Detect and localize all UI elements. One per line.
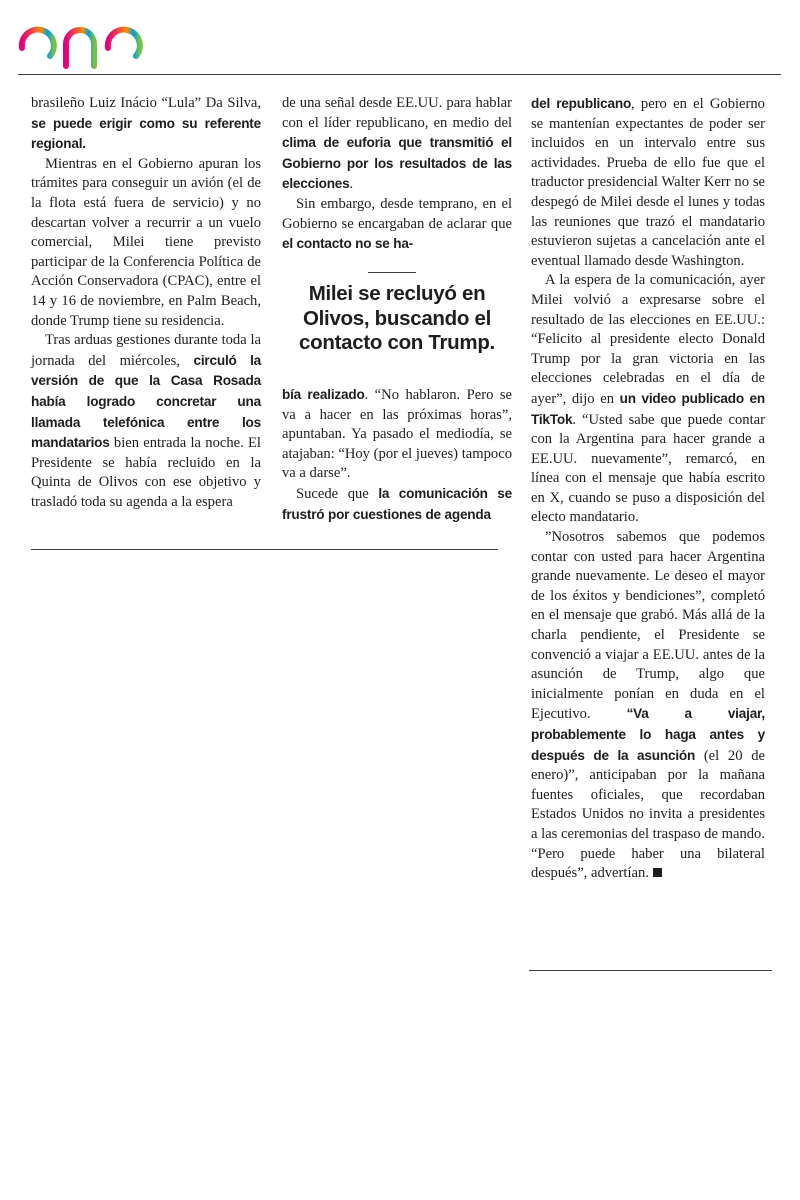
paragraph: ”Nosotros sabemos que podemos contar con usted para hacer Argentina grande nuevamente. Le deseo el mayor de los éxitos y bendiciones”, completó en el mensaje que grabó. Más allá de la charla pendiente, el Presidente se convenció a viajar a EE.UU. antes de la asunción de Trump, algo que inicialmente ponían en duda en el Ejecutivo. “Va a viajar, probablemente lo haga antes y después de la asunción (el 20 de enero)”, anticipaban por la mañana fuentes oficiales, que recordaban Estados Unidos no invita a presidentes a las ceremonias del traspaso de mando. “Pero puede haber una bilateral después”, advertían. xyxy=(531,529,765,882)
section-rule xyxy=(31,549,498,550)
end-of-article-icon xyxy=(653,868,662,877)
paragraph: Sucede que la comunicación se frustró por cuestiones de agenda xyxy=(282,485,513,522)
column-1 xyxy=(31,94,261,512)
pullquote: Milei se recluyó en Olivos, buscando el contacto con Trump. xyxy=(299,282,495,354)
paragraph: Mientras en el Gobierno apuran los trámites para conseguir un avión (el de la flota está fuera de servicio) y no descartan volver a recurrir a un vuelo comercial, Milei tiene previsto participar de la Conferencia Política de Acción Conservadora (CPAC), entre el 14 y 16 de noviembre, en Palm Beach, donde Trump tiene su residencia. xyxy=(31,155,261,329)
paragraph: bía realizado. “No hablaron. Pero se va a hacer en las próximas horas”, apuntaban. Ya pasado el mediodía, se atajaban: “Hoy (por el jueves) tampoco va a darse”. xyxy=(282,387,512,482)
header-rule xyxy=(18,74,781,75)
paragraph: Sin embargo, desde temprano, en el Gobierno se encargaban de aclarar que el contacto no se ha- xyxy=(282,195,512,252)
paragraph: de una señal desde EE.UU. para hablar con el líder republicano, en medio del clima de euforia que transmitió el Gobierno por los resultados de las elecciones. xyxy=(282,95,512,193)
section-rule xyxy=(529,970,772,971)
enel-logo xyxy=(16,8,181,70)
paragraph: brasileño Luiz Inácio “Lula” Da Silva, se puede erigir como su referente regional. xyxy=(31,95,261,152)
paragraph: A la espera de la comunicación, ayer Milei volvió a expresarse sobre el resultado de las elecciones en EE.UU.: “Felicito al presidente electo Donald Trump por la gran victoria en las elecciones celebradas en el día de ayer”, dijo en un video publicado en TikTok. “Usted sabe que puede contar con la Argentina para hacer grande a EE.UU. nuevamente”, remarcó, en línea con el mensaje que había escrito en X, cuando se puso a disposición del electo mandatario. xyxy=(531,272,765,526)
column-2-lower xyxy=(282,385,512,525)
paragraph: del republicano, pero en el Gobierno se mantenían expectantes de poder ser incluidos en un intervalo entre sus actividades. Prueba de ello fue que el traductor presidencial Walter Kerr no se despegó de Milei desde el lunes y todas las reuniones que trazó el mandatario estuvieron sujetas a cancelación ante el eventual llamado desde Washington. xyxy=(531,96,765,269)
column-3 xyxy=(531,94,765,884)
column-2 xyxy=(282,94,512,255)
paragraph: Tras arduas gestiones durante toda la jornada del miércoles, circuló la versión de que la Casa Rosada había logrado concretar una llamada telefónica entre los mandatarios bien entrada la noche. El Presidente se había recluido en la Quinta de Olivos con ese objetivo y trasladó toda su agenda a la espera xyxy=(31,332,262,510)
pullquote-rule xyxy=(368,272,416,273)
